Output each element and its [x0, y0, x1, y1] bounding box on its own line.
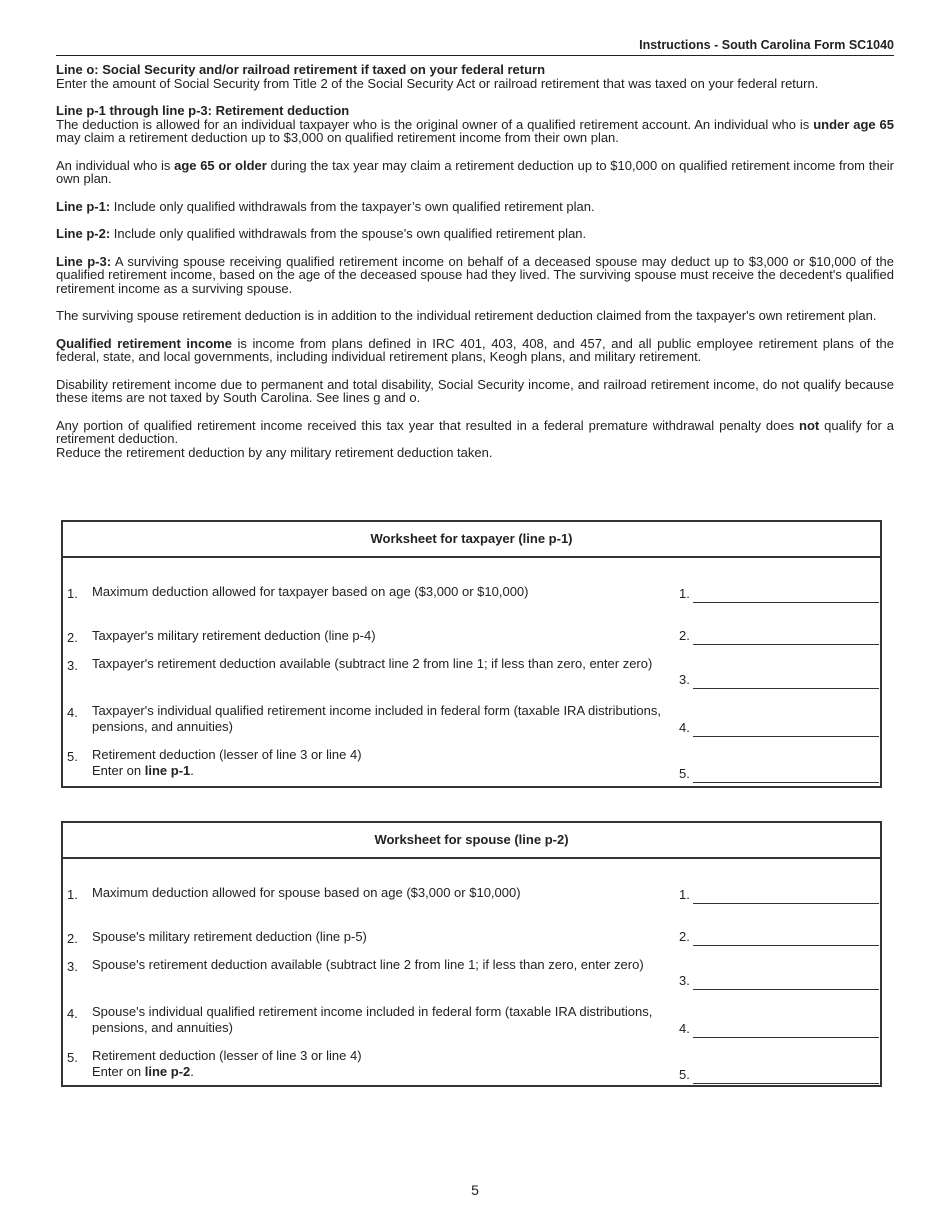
worksheet-spouse: [61, 821, 882, 1087]
text-run: Taxpayer's military retirement deduction (line p-4): [92, 628, 376, 643]
answer-field[interactable]: [693, 630, 879, 645]
text-run: not: [799, 417, 820, 433]
answer-label: 3.: [679, 672, 690, 687]
paragraph: [56, 104, 894, 118]
text-run: Taxpayer's retirement deduction available (subtract line 2 from line 1; if less than zero, enter zero): [92, 656, 653, 671]
text-run: Line o: Social Security and/or railroad retirement if taxed on your federal return: [56, 62, 546, 77]
answer-label: 3.: [679, 973, 690, 988]
page-header: Instructions - South Carolina Form SC1040: [639, 38, 894, 52]
answer-field[interactable]: [693, 722, 879, 737]
text-run: Maximum deduction allowed for taxpayer based on age ($3,000 or $10,000): [92, 584, 529, 599]
line-number: 5.: [67, 1050, 78, 1065]
answer-field[interactable]: [693, 674, 879, 689]
text-run: Line p-2:: [56, 226, 111, 241]
line-number: 4.: [67, 705, 78, 720]
answer-field[interactable]: [693, 588, 879, 603]
text-run: Disability retirement income due to permanent and total disability, Social Security income, and railroad retirement income, do not qualify because these items are not taxed by South Carolina. See lines g and o.: [56, 376, 894, 405]
answer-field[interactable]: [693, 889, 879, 904]
answer-label: 4.: [679, 720, 690, 735]
answer-field[interactable]: [693, 768, 879, 783]
text-run: Retirement deduction (lesser of line 3 or line 4): [92, 1048, 362, 1063]
line-number: 2.: [67, 630, 78, 645]
paragraph: [56, 227, 894, 241]
instructions-body: [56, 63, 894, 473]
paragraph: [56, 337, 894, 364]
text-run: Qualified retirement income: [56, 335, 232, 351]
line-description: [92, 1048, 672, 1080]
text-run: Line p-1 through line p-3: Retirement deduction: [56, 103, 350, 118]
line-description: [92, 656, 672, 672]
text-run: Line p-3:: [56, 253, 112, 269]
line-number: 4.: [67, 1006, 78, 1021]
text-run: .: [190, 1064, 194, 1079]
paragraph: [56, 200, 894, 214]
text-run: Maximum deduction allowed for spouse based on age ($3,000 or $10,000): [92, 885, 521, 900]
text-run: may claim a retirement deduction up to $3,000 on qualified retirement income from their own plan.: [56, 130, 619, 145]
text-run: The surviving spouse retirement deduction is in addition to the individual retirement deduction claimed from the taxpayer's own retirement plan.: [56, 308, 877, 323]
text-run: line p-2: [144, 1064, 191, 1079]
line-number: 1.: [67, 586, 78, 601]
paragraph: [56, 446, 894, 460]
line-description: [92, 957, 672, 973]
text-run: Enter on: [92, 1064, 145, 1079]
text-run: Include only qualified withdrawals from the spouse’s own qualified retirement plan.: [110, 226, 587, 241]
answer-label: 1.: [679, 586, 690, 601]
line-description: [92, 885, 672, 901]
text-run: Spouse's military retirement deduction (line p-5): [92, 929, 367, 944]
answer-field[interactable]: [693, 1023, 879, 1038]
line-number: 1.: [67, 887, 78, 902]
answer-label: 2.: [679, 628, 690, 643]
text-run: age 65 or older: [174, 157, 267, 173]
line-number: 2.: [67, 931, 78, 946]
text-run: Enter on: [92, 763, 145, 778]
line-description: [92, 628, 672, 644]
paragraph: [56, 378, 894, 405]
answer-label: 1.: [679, 887, 690, 902]
answer-field[interactable]: [693, 975, 879, 990]
line-description: [92, 747, 672, 779]
text-run: Enter the amount of Social Security from Title 2 of the Social Security Act or railroad retirement that was taxed on your federal return.: [56, 75, 819, 91]
text-run: line p-1: [144, 763, 191, 778]
paragraph: [56, 419, 894, 446]
text-run: Retirement deduction (lesser of line 3 or line 4): [92, 747, 362, 762]
answer-label: 5.: [679, 1067, 690, 1082]
worksheet-taxpayer: [61, 520, 882, 788]
paragraph: [56, 77, 894, 91]
text-run: An individual who is: [56, 157, 175, 173]
line-description: [92, 703, 672, 735]
paragraph: [56, 159, 894, 186]
line-number: 5.: [67, 749, 78, 764]
text-run: Any portion of qualified retirement income received this tax year that resulted in a federal premature withdrawal penalty does: [56, 417, 800, 433]
line-number: 3.: [67, 959, 78, 974]
text-run: is income from plans defined in IRC 401, 403, 408, and 457, and all public employee retirement plans of the federal, state, and local governments, including individual retirement plans, Keogh plans, and military retirement.: [56, 335, 894, 364]
text-run: during the tax year may claim a retirement deduction up to $10,000 on qualified retirement income from their own plan.: [56, 157, 894, 186]
line-description: [92, 584, 672, 600]
text-run: under age 65: [813, 116, 894, 132]
line-description: [92, 1004, 672, 1036]
paragraph: [56, 63, 894, 77]
paragraph: [56, 255, 894, 296]
page-number: 5: [471, 1182, 479, 1198]
line-description: [92, 929, 672, 945]
text-run: Line p-1:: [56, 198, 111, 214]
header-rule: [56, 55, 894, 56]
text-run: .: [190, 763, 194, 778]
text-run: Spouse's retirement deduction available (subtract line 2 from line 1; if less than zero, enter zero): [92, 957, 644, 972]
text-run: qualify for a retirement deduction.: [56, 417, 894, 446]
paragraph: [56, 118, 894, 145]
worksheet-title: Worksheet for taxpayer (line p-1): [63, 522, 880, 558]
text-run: Spouse's individual qualified retirement income included in federal form (taxable IRA distributions, pensions, and annuities): [92, 1004, 653, 1035]
paragraph: [56, 309, 894, 323]
worksheet-title: Worksheet for spouse (line p-2): [63, 823, 880, 859]
text-run: Reduce the retirement deduction by any military retirement deduction taken.: [56, 444, 493, 460]
answer-label: 4.: [679, 1021, 690, 1036]
answer-field[interactable]: [693, 1069, 879, 1084]
text-run: The deduction is allowed for an individual taxpayer who is the original owner of a qualified retirement account. An individual who is: [56, 116, 814, 132]
answer-label: 5.: [679, 766, 690, 781]
answer-label: 2.: [679, 929, 690, 944]
text-run: Taxpayer's individual qualified retirement income included in federal form (taxable IRA distributions, pensions, and annuities): [92, 703, 661, 734]
answer-field[interactable]: [693, 931, 879, 946]
line-number: 3.: [67, 658, 78, 673]
text-run: Include only qualified withdrawals from the taxpayer’s own qualified retirement plan.: [110, 198, 595, 214]
text-run: A surviving spouse receiving qualified retirement income on behalf of a deceased spouse may deduct up to $3,000 or $10,000 of the qualified retirement income, based on the age of the deceased spouse had they lived. The surviving spouse must receive the decedent's qualified retirement income as a surviving spouse.: [56, 253, 894, 296]
